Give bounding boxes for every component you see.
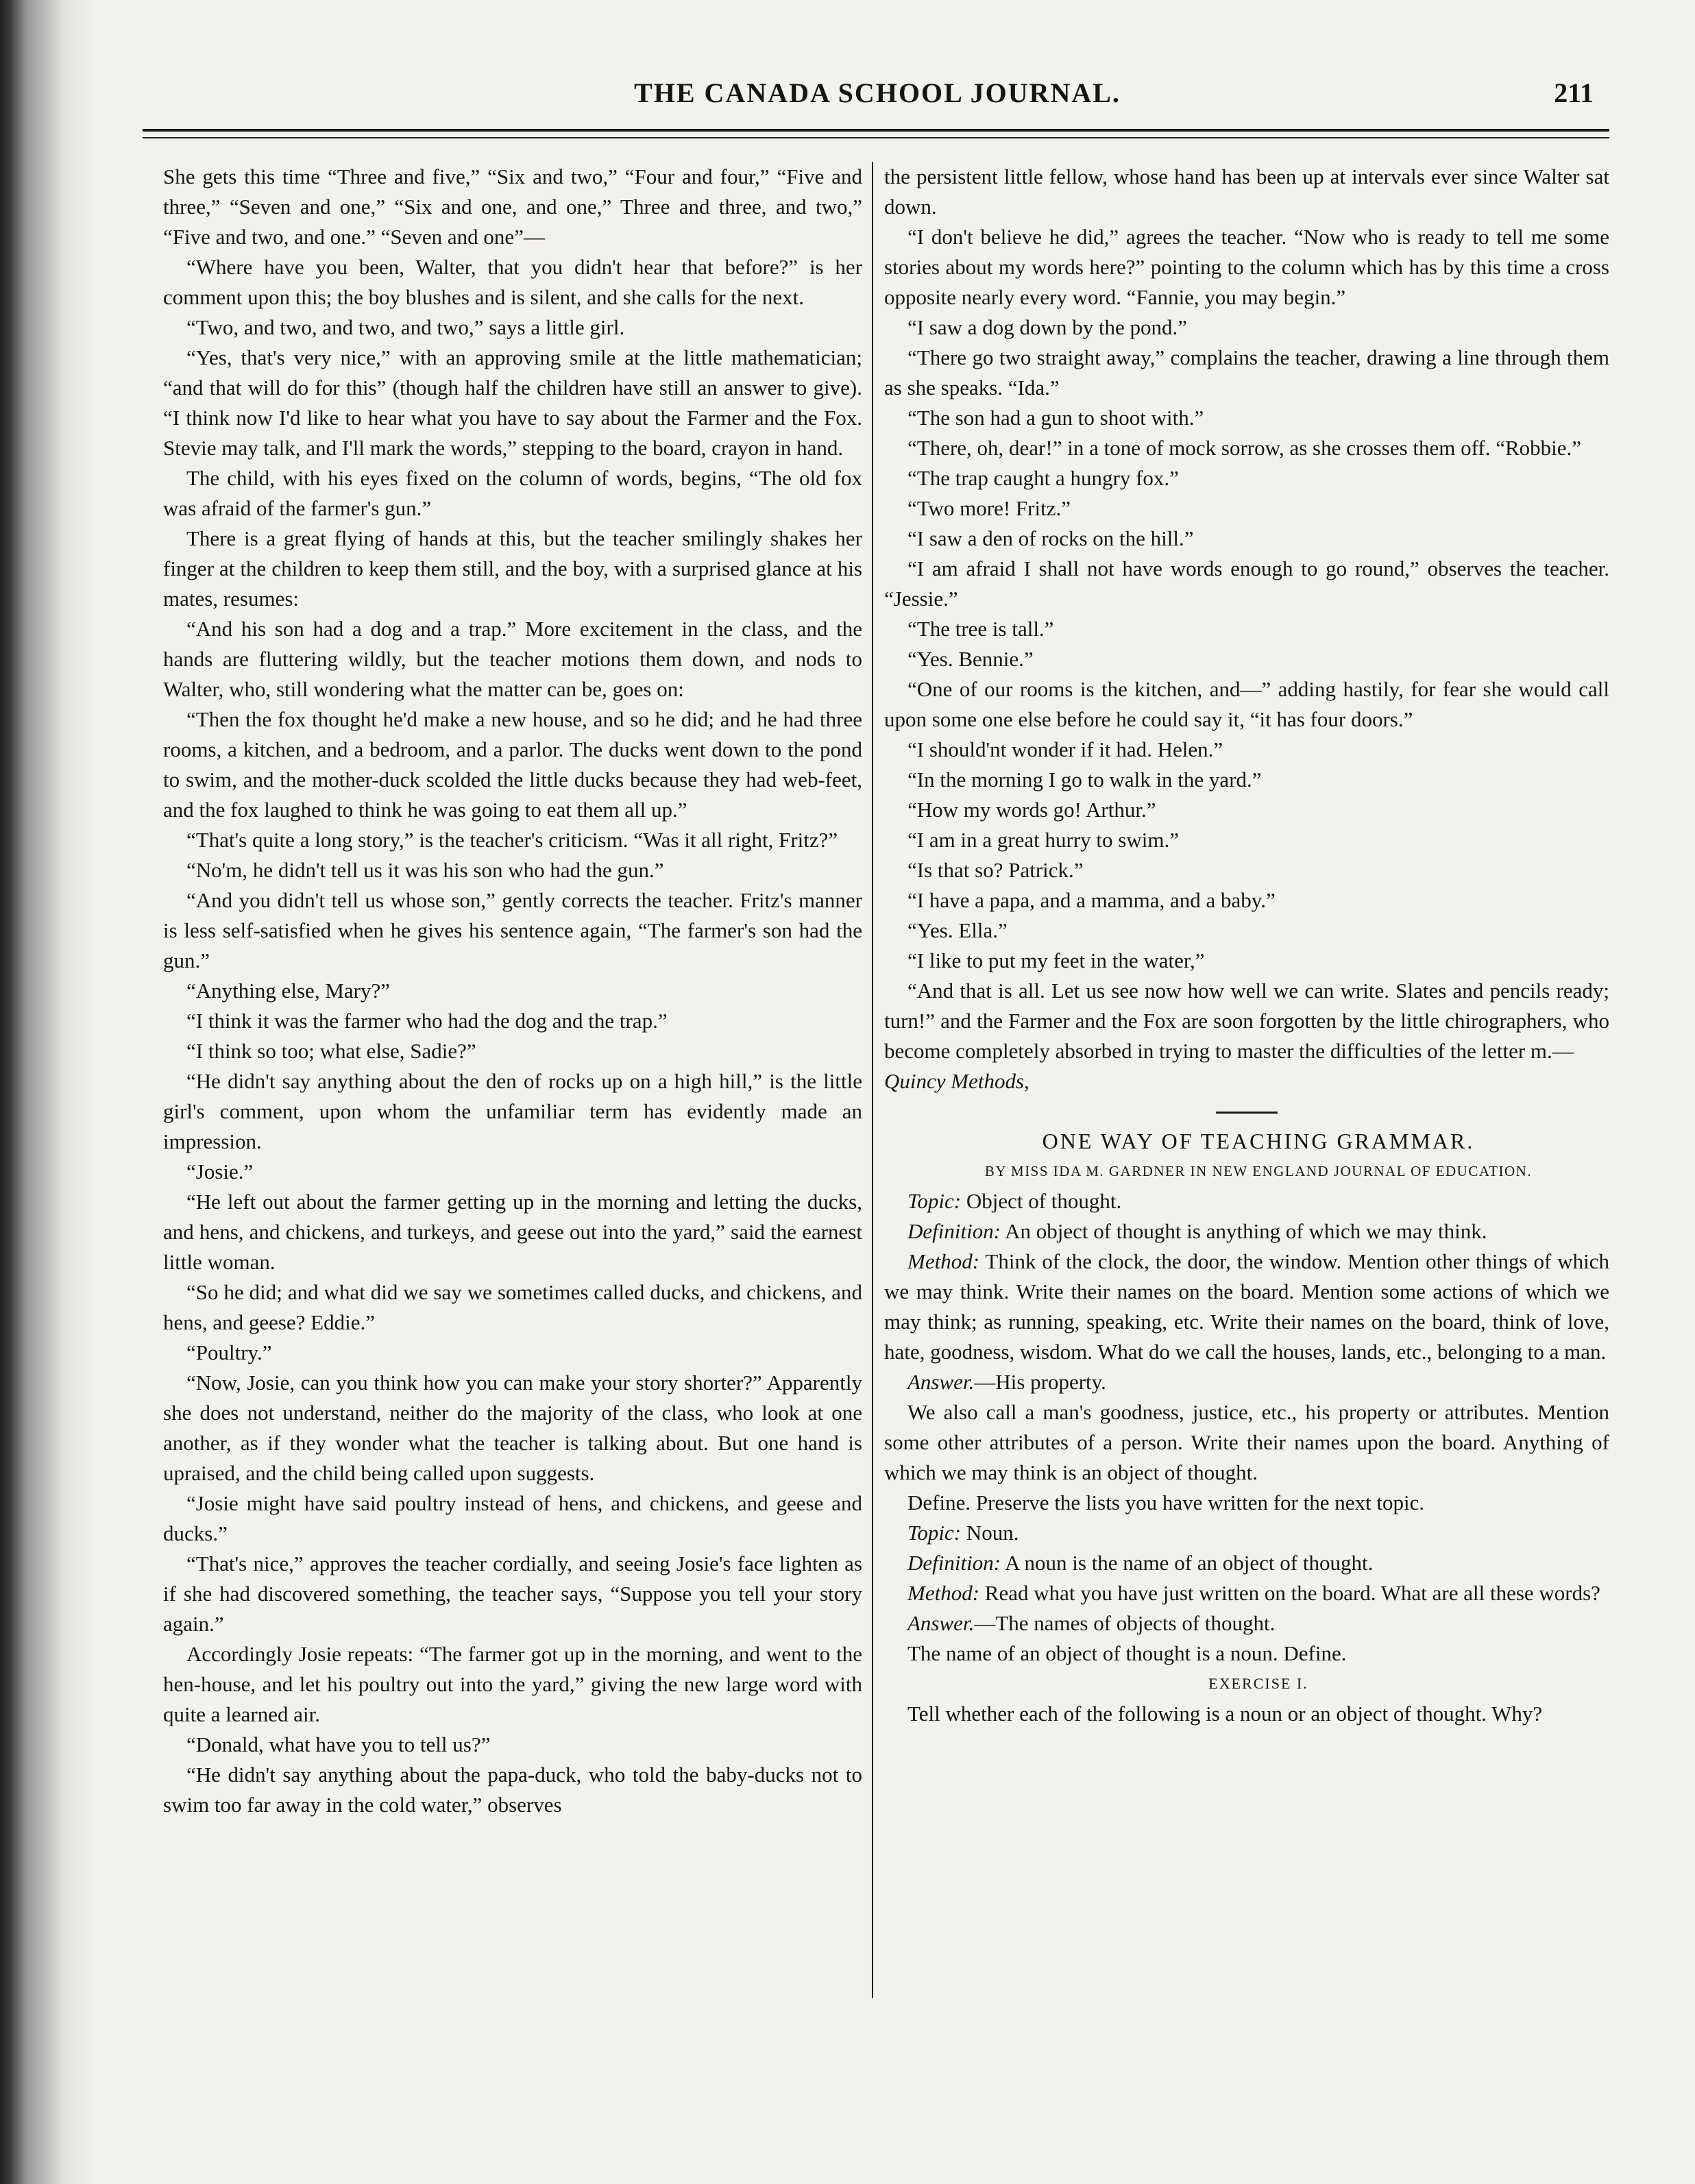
paragraph: “And that is all. Let us see now how well we can write. Slates and pencils ready; turn!” and the Farmer and the Fox are soon forgotten by the little chirographers, who become completely absorbed in trying to master the difficulties of the letter m.— — [884, 979, 1609, 1063]
block-text: The name of an object of thought is a noun. Define. — [907, 1641, 1347, 1665]
paragraph: “The tree is tall.” — [907, 617, 1054, 641]
article-block — [884, 1247, 1609, 1367]
block-label: Answer. — [907, 1611, 975, 1635]
journal-title: THE CANADA SCHOOL JOURNAL. — [634, 77, 1121, 108]
left-column — [163, 162, 862, 1820]
paragraph: “I don't believe he did,” agrees the teacher. “Now who is ready to tell me some stories about my words here?” pointing to the column which has by this time a cross opposite nearly every word. “Fannie, you may begin.” — [884, 225, 1609, 309]
article-block — [884, 1548, 1609, 1578]
paragraph: “So he did; and what did we say we sometimes called ducks, and chickens, and hens, and geese? Eddie.” — [163, 1280, 862, 1334]
paragraph: “Yes. Bennie.” — [907, 647, 1034, 671]
paragraph: “Yes. Ella.” — [907, 918, 1008, 942]
paragraph: “I think it was the farmer who had the dog and the trap.” — [186, 1009, 668, 1033]
paragraph: “I am afraid I shall not have words enough to go round,” observes the teacher. “Jessie.” — [884, 556, 1609, 611]
article-block — [884, 1186, 1609, 1216]
paragraph: “He left out about the farmer getting up in the morning and letting the ducks, and hens, and chickens, and turkeys, and geese out into the yard,” said the earnest little woman. — [163, 1190, 862, 1274]
block-label: Topic: — [907, 1189, 962, 1213]
paragraph: “The son had a gun to shoot with.” — [907, 406, 1204, 430]
paragraph: “That's nice,” approves the teacher cordially, and seeing Josie's face lighten as if she had discovered something, the teacher says, “Suppose you tell your story again.” — [163, 1551, 862, 1636]
block-text: An object of thought is anything of which we may think. — [1001, 1219, 1487, 1243]
paragraph: the persistent little fellow, whose hand has been up at intervals ever since Walter sat down. — [884, 164, 1609, 219]
paragraph: “I have a papa, and a mamma, and a baby.” — [907, 888, 1276, 912]
paragraph: “No'm, he didn't tell us it was his son who had the gun.” — [186, 858, 664, 882]
block-label: Definition: — [907, 1551, 1001, 1575]
block-text: —His property. — [974, 1370, 1106, 1394]
block-text: Define. Preserve the lists you have written for the next topic. — [907, 1490, 1425, 1514]
article-block — [884, 1367, 1609, 1397]
block-text: Think of the clock, the door, the window. Mention other things of which we may think. Write their names on the board. Mention some actions of which we may think; as running, speaking, etc. Write their names on the board, think of love, hate, goodness, wisdom. What do we call the houses, lands, etc., belonging to a man. — [884, 1249, 1609, 1364]
paragraph: “And you didn't tell us whose son,” gently corrects the teacher. Fritz's manner is less self-satisfied when he gives his sentence again, “The farmer's son had the gun.” — [163, 888, 862, 972]
article-block — [884, 1639, 1609, 1669]
article-byline: BY MISS IDA M. GARDNER IN NEW ENGLAND JOURNAL OF EDUCATION. — [984, 1163, 1533, 1179]
block-label: Definition: — [907, 1219, 1001, 1243]
block-text: Read what you have just written on the board. What are all these words? — [979, 1581, 1600, 1605]
paragraph: “Anything else, Mary?” — [186, 979, 390, 1003]
paragraph: “Then the fox thought he'd make a new house, and so he did; and he had three rooms, a kitchen, and a bedroom, and a parlor. The ducks went down to the pond to swim, and the mother-duck scolded the little ducks because they had web-feet, and the fox laughed to think he was going to eat them all up.” — [163, 707, 862, 822]
paragraph: “The trap caught a hungry fox.” — [907, 466, 1179, 490]
article-block — [884, 1608, 1609, 1639]
article-title: ONE WAY OF TEACHING GRAMMAR. — [1042, 1129, 1475, 1153]
article-block — [884, 1578, 1609, 1608]
paragraph: “In the morning I go to walk in the yard.” — [907, 768, 1262, 792]
section-rule — [1216, 1112, 1278, 1114]
paragraph: “And his son had a dog and a trap.” More excitement in the class, and the hands are fluttering wildly, but the teacher motions them down, and nods to Walter, who, still wondering what the matter can be, goes on: — [163, 617, 862, 701]
paragraph: “Is that so? Patrick.” — [907, 858, 1084, 882]
paragraph: “I saw a dog down by the pond.” — [907, 315, 1188, 339]
paragraph: “Poultry.” — [186, 1340, 272, 1364]
paragraph: “I like to put my feet in the water,” — [907, 948, 1205, 972]
scan-edge — [0, 0, 96, 2184]
exercise-text: Tell whether each of the following is a noun or an object of thought. Why? — [907, 1702, 1543, 1726]
paragraph: “Two, and two, and two, and two,” says a little girl. — [186, 315, 625, 339]
paragraph: “Now, Josie, can you think how you can make your story shorter?” Apparently she does not understand, neither do the majority of the class, who look at one another, as if they wonder what the teacher is talking about. But one hand is upraised, and the child being called upon suggests. — [163, 1371, 862, 1485]
source-signature: Quincy Methods, — [884, 1069, 1029, 1093]
block-label: Method: — [907, 1249, 980, 1273]
paragraph: “That's quite a long story,” is the teacher's criticism. “Was it all right, Fritz?” — [186, 828, 838, 852]
paragraph: “Two more! Fritz.” — [907, 496, 1071, 520]
block-text: —The names of objects of thought. — [974, 1611, 1276, 1635]
page-header — [154, 77, 1600, 125]
block-text: We also call a man's goodness, justice, etc., his property or attributes. Mention some other attributes of a person. Write their names upon the board. Anything of which we may think is an object of thought. — [884, 1400, 1609, 1484]
block-label: Method: — [907, 1581, 980, 1605]
paragraph: The child, with his eyes fixed on the column of words, begins, “The old fox was afraid of the farmer's gun.” — [163, 466, 862, 520]
block-label: Topic: — [907, 1521, 962, 1545]
header-rule-thin — [143, 137, 1609, 138]
page-number: 211 — [1554, 77, 1594, 108]
block-text: Object of thought. — [961, 1189, 1122, 1213]
paragraph: There is a great flying of hands at this, but the teacher smilingly shakes her finger at the children to keep them still, and the boy, with a surprised glance at his mates, resumes: — [163, 526, 862, 611]
article-block — [884, 1518, 1609, 1548]
paragraph: “He didn't say anything about the papa-duck, who told the baby-ducks not to swim too far away in the cold water,” observes — [163, 1763, 862, 1817]
paragraph: “Yes, that's very nice,” with an approving smile at the little mathematician; “and that will do for this” (though half the children have still an answer to give). “I think now I'd like to hear what you have to say about the Farmer and the Fox. Stevie may talk, and I'll mark the words,” stepping to the board, crayon in hand. — [163, 345, 862, 460]
paragraph: “Josie.” — [186, 1160, 254, 1183]
paragraph: “I am in a great hurry to swim.” — [907, 828, 1179, 852]
paragraph: “I saw a den of rocks on the hill.” — [907, 526, 1194, 550]
paragraph: “I think so too; what else, Sadie?” — [186, 1039, 476, 1063]
paragraph: “He didn't say anything about the den of rocks up on a high hill,” is the little girl's comment, upon whom the unfamiliar term has evidently made an impression. — [163, 1069, 862, 1153]
article-block — [884, 1397, 1609, 1488]
block-text: A noun is the name of an object of thought. — [1001, 1551, 1374, 1575]
paragraph: “I should'nt wonder if it had. Helen.” — [907, 737, 1223, 761]
block-text: Noun. — [961, 1521, 1019, 1545]
header-rule-thick — [143, 129, 1609, 132]
paragraph: She gets this time “Three and five,” “Six and two,” “Four and four,” “Five and three,” “Seven and one,” “Six and one, and one,” Three and three, and two,” “Five and two, and one.” “Seven and one”— — [163, 164, 862, 249]
block-label: Answer. — [907, 1370, 975, 1394]
paragraph: “Josie might have said poultry instead of hens, and chickens, and geese and ducks.” — [163, 1491, 862, 1545]
paragraph: Accordingly Josie repeats: “The farmer got up in the morning, and went to the hen-house, and let his poultry out into the yard,” giving the new large word with quite a learned air. — [163, 1642, 862, 1726]
paragraph: “Donald, what have you to tell us?” — [186, 1732, 491, 1756]
paragraph: “One of our rooms is the kitchen, and—” adding hastily, for fear she would call upon some one else before he could say it, “it has four doors.” — [884, 677, 1609, 731]
exercise-heading: EXERCISE I. — [1208, 1675, 1308, 1692]
paragraph: “There go two straight away,” complains the teacher, drawing a line through them as she speaks. “Ida.” — [884, 345, 1609, 400]
paragraph: “There, oh, dear!” in a tone of mock sorrow, as she crosses them off. “Robbie.” — [907, 436, 1582, 460]
paragraph: “How my words go! Arthur.” — [907, 798, 1156, 822]
paragraph: “Where have you been, Walter, that you didn't hear that before?” is her comment upon this; the boy blushes and is silent, and she calls for the next. — [163, 255, 862, 309]
article-block — [884, 1488, 1609, 1518]
right-column — [884, 162, 1609, 1729]
column-divider — [872, 162, 873, 1998]
article-block — [884, 1216, 1609, 1247]
